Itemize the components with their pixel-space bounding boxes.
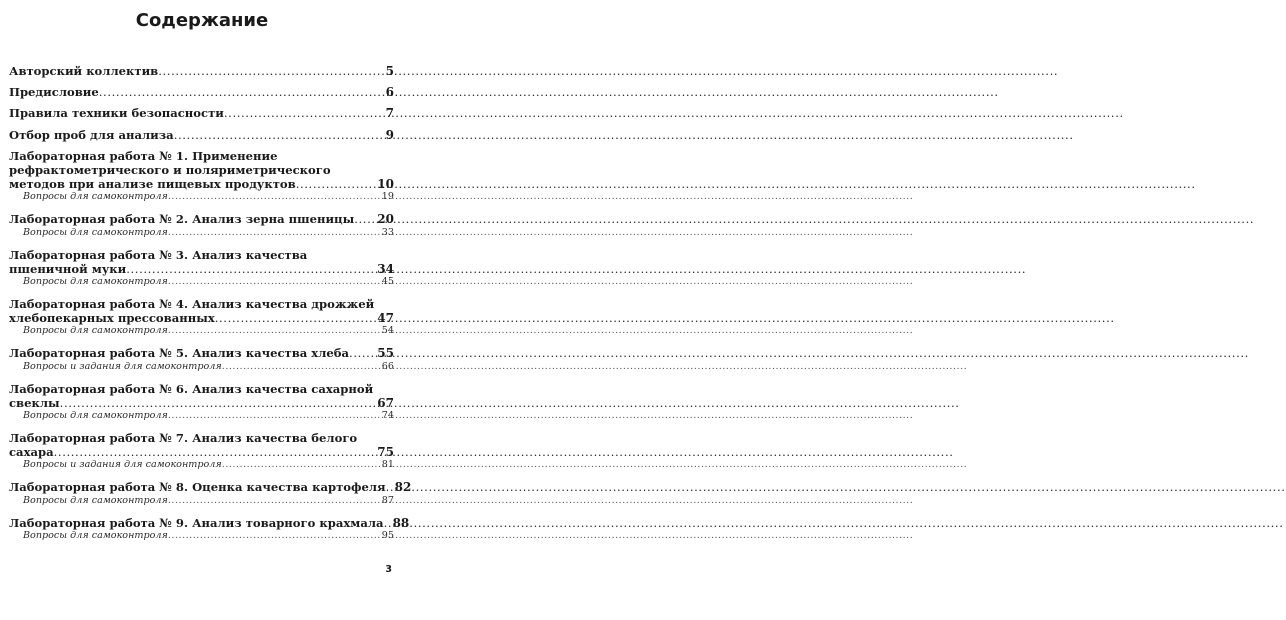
toc-entry-title: хлебопекарных прессованных (9, 311, 215, 326)
toc-entry-page: 82 (394, 480, 412, 495)
toc-subentry-title: Вопросы для самоконтроля (23, 276, 168, 288)
toc-entry (9, 149, 394, 204)
dot-leader (386, 480, 394, 494)
toc-entry-row (9, 396, 394, 410)
toc-subentry-row (9, 459, 394, 471)
toc-entry (9, 480, 412, 506)
toc-subentry-page: 74 (381, 410, 394, 422)
dot-leader (384, 516, 392, 530)
toc-entry-row (9, 128, 394, 142)
toc-entry-page: 7 (385, 106, 394, 121)
toc-entry-row (9, 346, 394, 360)
toc-subentry-row (9, 325, 394, 337)
toc-subentry-row (9, 361, 394, 373)
toc-subentry-page: 66 (381, 360, 394, 372)
toc-entry-title: Авторский коллектив (9, 64, 159, 78)
toc-entry (9, 85, 394, 99)
toc-entry-row (9, 64, 394, 78)
dot-leader (224, 106, 385, 120)
toc-entry-title: Лабораторная работа № 9. Анализ товарного крахмала (9, 515, 384, 530)
toc-entry-row (9, 480, 412, 495)
dot-leader (168, 530, 382, 542)
toc-entry-page: 6 (385, 85, 394, 100)
toc-subentry-page: 87 (381, 494, 394, 506)
toc-subentry-row (9, 227, 394, 239)
dot-leader (222, 361, 382, 373)
toc-entry-title: методов при анализе пищевых продуктов (9, 177, 296, 192)
toc-entry-title-line: рефрактометрического и поляриметрического (9, 163, 331, 178)
toc-entry-title-line: Лабораторная работа № 6. Анализ качества сахарной (9, 381, 374, 396)
dot-leader (168, 495, 382, 507)
dot-leader (296, 177, 377, 191)
toc-entry-page: 9 (385, 127, 394, 142)
toc-entry (9, 248, 394, 288)
dot-leader (168, 410, 382, 422)
toc-subentry-title: Вопросы для самоконтроля (23, 325, 168, 337)
toc-entry-row (9, 212, 394, 226)
toc-entry (9, 106, 394, 120)
dot-leader (168, 276, 382, 288)
dot-leader (168, 227, 382, 239)
dot-leader (158, 64, 384, 78)
toc-entry-title: пшеничной муки (9, 261, 127, 276)
toc-subentry-title: Вопросы для самоконтроля (23, 226, 168, 238)
toc-entry-page: 55 (377, 346, 394, 361)
dot-leader (60, 396, 377, 410)
toc-subentry-title: Вопросы и задания для самоконтроля (23, 459, 222, 471)
toc-entry-page: 67 (377, 395, 394, 410)
dot-leader (126, 262, 376, 276)
toc-entry (9, 128, 394, 142)
toc-entry-row (9, 85, 394, 99)
toc-subentry-page: 45 (381, 276, 394, 288)
toc-entry-title: свеклы (9, 395, 60, 410)
toc-entry-title-line: Лабораторная работа № 7. Анализ качества белого (9, 431, 358, 446)
page-number: 3 (385, 564, 392, 575)
toc-subentry-title: Вопросы для самоконтроля (23, 191, 168, 203)
toc-subentry-row (9, 495, 394, 507)
dot-leader (168, 325, 382, 337)
dot-leader (174, 128, 385, 142)
toc-subentry-row (9, 276, 394, 288)
toc-entry-row (9, 445, 394, 459)
toc-subentry-page: 54 (381, 325, 394, 337)
toc-entry-row (9, 106, 394, 120)
toc-subentry-title: Вопросы для самоконтроля (23, 494, 168, 506)
dot-leader (222, 459, 382, 471)
dot-leader (54, 445, 377, 459)
toc-entry (9, 346, 394, 372)
toc-entry-title-line: Лабораторная работа № 4. Анализ качества дрожжей (9, 297, 375, 312)
toc-entry-title-line: Лабораторная работа № 3. Анализ качества (9, 247, 308, 262)
toc-entry-row (9, 177, 394, 191)
toc-entry-page: 10 (377, 177, 394, 192)
toc-entry (9, 212, 394, 238)
toc-entry (9, 64, 394, 78)
toc-subentry-row (9, 530, 394, 542)
toc-entry-row (9, 311, 394, 325)
toc-entry-row (9, 262, 394, 276)
toc-entry (9, 515, 410, 542)
toc-entry-title: сахара (9, 445, 54, 460)
toc-entry-page: 75 (377, 445, 394, 460)
toc-entry-page: 5 (385, 64, 394, 78)
toc-subentry-title: Вопросы для самоконтроля (23, 529, 168, 541)
toc-subentry-title: Вопросы для самоконтроля (23, 410, 168, 422)
toc-entry-page: 20 (377, 212, 394, 227)
toc-entry-title: Правила техники безопасности (9, 106, 224, 121)
toc-entry (9, 297, 394, 337)
toc-entry-page: 88 (392, 515, 410, 530)
toc-entry (9, 382, 394, 422)
toc-subentry-page: 19 (381, 191, 394, 203)
toc-entry-title: Предисловие (9, 85, 99, 100)
toc-subentry-page: 95 (381, 529, 394, 541)
dot-leader (354, 212, 376, 226)
toc-entry-title-line: Лабораторная работа № 1. Применение (9, 148, 278, 163)
dot-leader (168, 191, 382, 203)
toc-subentry-title: Вопросы и задания для самоконтроля (23, 360, 222, 372)
page-title: Содержание (135, 10, 269, 31)
table-of-contents (9, 64, 412, 551)
dot-leader (215, 311, 377, 325)
dot-leader (99, 85, 385, 99)
toc-entry-title: Лабораторная работа № 2. Анализ зерна пшеницы (9, 212, 355, 227)
toc-entry (9, 431, 394, 471)
toc-entry-page: 34 (377, 261, 394, 276)
toc-entry-title: Лабораторная работа № 5. Анализ качества хлеба (9, 346, 350, 361)
toc-subentry-row (9, 191, 394, 203)
toc-subentry-row (9, 410, 394, 422)
toc-entry-title: Отбор проб для анализа (9, 127, 174, 142)
toc-entry-title: Лабораторная работа № 8. Оценка качества картофеля (9, 480, 386, 495)
dot-leader (349, 346, 376, 360)
toc-entry-page: 47 (377, 311, 394, 326)
toc-entry-row (9, 515, 410, 530)
toc-subentry-page: 33 (381, 226, 394, 238)
toc-subentry-page: 81 (381, 459, 394, 471)
